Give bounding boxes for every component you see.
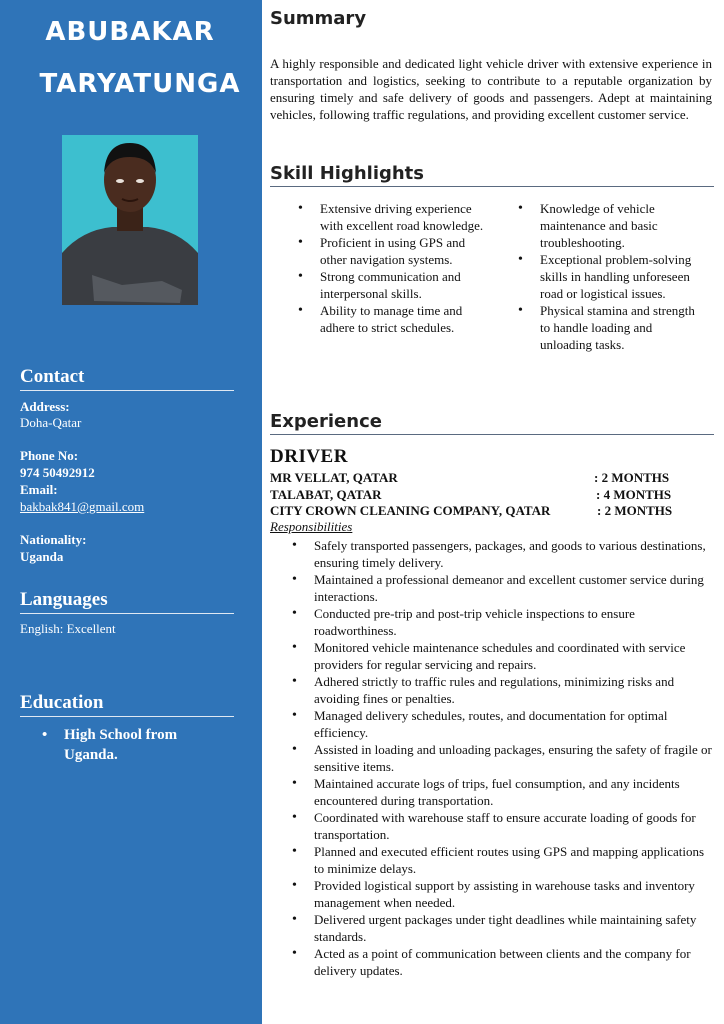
responsibility-item: • Maintained accurate logs of trips, fuel consumption, and any incidents encountered during transportation. — [292, 775, 714, 809]
education-list — [42, 725, 232, 765]
summary-text: A highly responsible and dedicated light vehicle driver with extensive experience in transportation and logistics, seeking to contribute to a reputable organization by ensuring timely and safe delivery of goods and passengers. Adept at maintaining vehicles, following traffic regulations, and providing excellent customer service. — [270, 56, 712, 122]
responsibilities-list — [292, 537, 714, 979]
employer-row — [270, 486, 672, 503]
language-item: English: Excellent — [20, 621, 116, 636]
employer-duration: : 4 MONTHS — [596, 487, 672, 502]
nationality-value: Uganda — [20, 549, 64, 564]
skill-item: • Exceptional problem-solving skills in handling unforeseen road or logistical issues. — [518, 251, 698, 302]
responsibility-item: • Provided logistical support by assisting in warehouse tasks and inventory management when needed. — [292, 877, 714, 911]
employer-row — [270, 502, 673, 519]
responsibility-item: • Acted as a point of communication between clients and the company for delivery updates. — [292, 945, 714, 979]
responsibility-item: • Delivered urgent packages under tight deadlines while maintaining safety standards. — [292, 911, 714, 945]
profile-photo-image — [62, 135, 198, 305]
job-role: DRIVER — [270, 446, 348, 467]
skills-heading: Skill Highlights — [270, 163, 714, 187]
responsibilities-label: Responsibilities — [270, 519, 353, 534]
email-link[interactable]: bakbak841@gmail.com — [20, 499, 145, 514]
skill-item: • Proficient in using GPS and other navigation systems. — [298, 234, 488, 268]
email-label: Email: — [20, 482, 58, 497]
skill-item: • Physical stamina and strength to handle loading and unloading tasks. — [518, 302, 698, 353]
skills-list-left — [298, 200, 488, 336]
responsibility-item: • Monitored vehicle maintenance schedules and coordinated with service providers for regular servicing and repairs. — [292, 639, 714, 673]
languages-heading: Languages — [20, 589, 234, 614]
responsibility-item: • Planned and executed efficient routes using GPS and mapping applications to minimize delays. — [292, 843, 714, 877]
sidebar — [0, 0, 262, 1024]
summary-heading: Summary — [270, 8, 367, 29]
nationality-label: Nationality: — [20, 532, 87, 547]
phone-value: 974 50492912 — [20, 465, 95, 480]
responsibility-item: • Assisted in loading and unloading packages, ensuring the safety of fragile or sensitive items. — [292, 741, 714, 775]
name-first: ABUBAKAR — [45, 17, 215, 47]
responsibility-item: • Conducted pre-trip and post-trip vehicle inspections to ensure roadworthiness. — [292, 605, 714, 639]
education-item: • High School from Uganda. — [42, 725, 232, 765]
skill-item: • Extensive driving experience with excellent road knowledge. — [298, 200, 488, 234]
profile-photo — [62, 135, 198, 305]
phone-label: Phone No: — [20, 448, 79, 463]
employer-duration: : 2 MONTHS — [594, 470, 670, 485]
responsibility-item: • Managed delivery schedules, routes, and documentation for optimal efficiency. — [292, 707, 714, 741]
education-heading: Education — [20, 692, 234, 717]
responsibility-item: • Safely transported passengers, packages, and goods to various destinations, ensuring timely delivery. — [292, 537, 714, 571]
name-last: TARYATUNGA — [39, 69, 241, 99]
address-label: Address: — [20, 399, 70, 414]
contact-heading: Contact — [20, 366, 234, 391]
employer-company: TALABAT, QATAR — [270, 487, 382, 502]
responsibility-item: • Coordinated with warehouse staff to ensure accurate loading of goods for transportation. — [292, 809, 714, 843]
employer-duration: : 2 MONTHS — [597, 503, 673, 518]
responsibility-item: • Maintained a professional demeanor and excellent customer service during interactions. — [292, 571, 714, 605]
experience-heading: Experience — [270, 411, 714, 435]
employer-company: CITY CROWN CLEANING COMPANY, QATAR — [270, 503, 551, 518]
responsibility-item: • Adhered strictly to traffic rules and regulations, minimizing risks and avoiding fines or penalties. — [292, 673, 714, 707]
skill-item: • Strong communication and interpersonal skills. — [298, 268, 488, 302]
skill-item: • Knowledge of vehicle maintenance and basic troubleshooting. — [518, 200, 698, 251]
address-value: Doha-Qatar — [20, 415, 82, 430]
employer-row — [270, 469, 670, 486]
skills-list-right — [518, 200, 698, 353]
employer-company: MR VELLAT, QATAR — [270, 470, 398, 485]
skill-item: • Ability to manage time and adhere to strict schedules. — [298, 302, 488, 336]
